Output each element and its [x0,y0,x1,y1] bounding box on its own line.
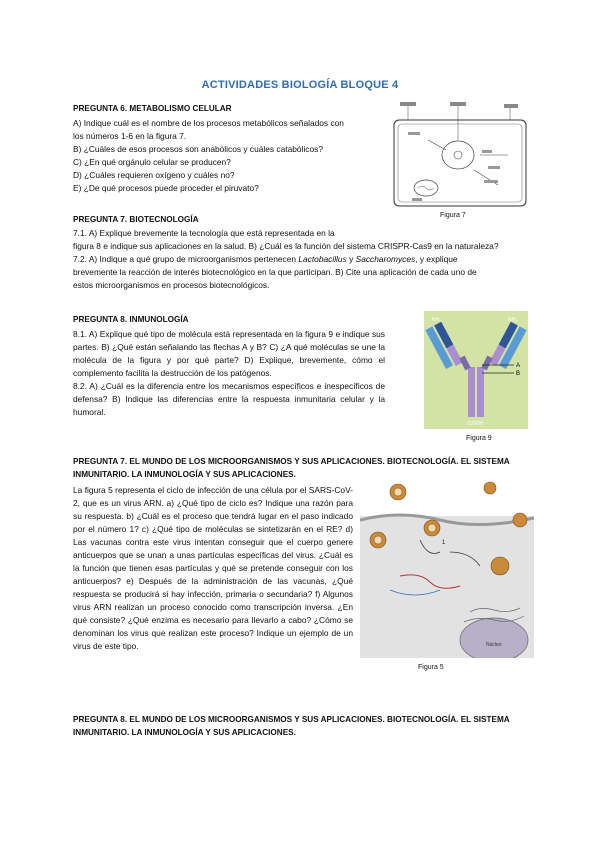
q7-line [73,253,533,266]
q7-text: , y explique [415,254,458,264]
question-7 [73,213,533,292]
question-8-heading: PREGUNTA 8. INMUNOLOGÍA [73,315,189,324]
nucleus-label: Núcleo [486,642,502,648]
question-7b-heading-block [73,455,533,481]
figure-9-antibody [424,311,528,429]
figure-5-caption: Figura 5 [418,664,444,671]
question-7b-heading-line1: PREGUNTA 7. EL MUNDO DE LOS MICROORGANISMOS Y SUS APLICACIONES. BIOTECNOLOGÍA. EL SISTEMA [73,457,510,466]
q7-line: figura 8 e indique sus aplicaciones en la salud. B) ¿Cuál es la función del sistema CRISPR-Cas9 en la naturaleza? [73,241,499,251]
organism-name: Lactobacillus [298,254,347,264]
figure-5-virus-cycle [360,480,534,658]
arrow-b-label: B [516,371,521,377]
q7-line: brevemente la reacción de interés biotecnológico en la que participan. B) Cite una aplicación de cada uno de [73,267,477,277]
figure-7-cell-metabolism [388,100,534,220]
q6-line: B) ¿Cuáles de esos procesos son anabólicos y cuáles catabólicos? [73,144,323,154]
cooh-label: COOH [468,421,483,427]
arrow-a-label: A [516,363,521,369]
q8-part-1: 8.1. A) Explique qué tipo de molécula está representada en la figura 9 e indique sus partes. B) ¿Qué están señalando las flechas A y B? C) ¿A qué moléculas se une la molécula de la figura y por qué parte? D) Explique, brevemente, cómo el complemento facilita la destrucción de los patógenos. [73,329,385,378]
q7-line: estos microorganismos en procesos biotecnológicos. [73,280,270,290]
q6-line: A) Indique cuál es el nombre de los procesos metabólicos señalados con [73,118,344,128]
q6-line: los números 1-6 en la figura 7. [73,131,187,141]
figure-7-caption: Figura 7 [440,212,466,219]
q6-line: D) ¿Cuáles requieren oxígeno y cuáles no? [73,170,235,180]
q7-line: 7.1. A) Explique brevemente la tecnología que está representada en la [73,228,335,238]
q7-text: 7.2. A) Indique a qué grupo de microorganismos pertenecen [73,254,299,264]
question-8b-heading-line2: INMUNITARIO. LA INMUNOLOGÍA Y SUS APLICACIONES. [73,728,296,737]
nh2-label-right: NH₂ [508,317,518,323]
question-8 [73,313,385,419]
question-6 [73,102,381,195]
q6-line: E) ¿De qué procesos puede proceder el piruvato? [73,183,259,193]
nh2-label-left: NH₂ [432,317,442,323]
question-8b-heading-line1: PREGUNTA 8. EL MUNDO DE LOS MICROORGANISMOS Y SUS APLICACIONES. BIOTECNOLOGÍA. EL SISTEMA [73,715,510,724]
step-1-label: 1 [442,540,446,546]
question-7-heading: PREGUNTA 7. BIOTECNOLOGÍA [73,215,199,224]
page-title: ACTIVIDADES BIOLOGÍA BLOQUE 4 [201,79,399,91]
question-7b-text: La figura 5 representa el ciclo de infección de una célula por el SARS-CoV-2, que es un virus ARN. a) ¿Qué tipo de ciclo es? Indique una razón para su respuesta. b) ¿Cuál es el proceso que tendrá lugar en el paso indicado por el número 1? c) ¿Qué tipo de moléculas se sintetizarán en el RE? d) Las vacunas contra este virus intentan conseguir que el cuerpo genere anticuerpos que se unan a unas partículas específicas del virus. ¿Cuál es la función que tienen esas partículas y qué se pretende conseguir con los anticuerpos? e) Después de la administración de las vacunas, ¿Qué respuesta se producirá si hay infección, primaria o secundaria? f) Algunos virus ARN realizan un proceso conocido como transcripción inversa. ¿En qué consiste? ¿Qué enzima es necesario para llevarlo a cabo? ¿Cómo se denominan los virus que realizan este proceso? Indique un ejemplo de un virus de este tipo. [73,485,353,651]
question-7b-heading-line2: INMUNITARIO. LA INMUNOLOGÍA Y SUS APLICACIONES. [73,470,296,479]
organism-name: Saccharomyces [355,254,416,264]
q8-part-2: 8.2. A) ¿Cuál es la diferencia entre los mecanismos específicos e inespecíficos de defensa? B) Indique las diferencias entre la respuesta inmunitaria celular y la humoral. [73,381,385,417]
figure-9-caption: Figura 9 [466,435,492,442]
question-6-heading: PREGUNTA 6. METABOLISMO CELULAR [73,104,232,113]
q7-text: y [346,254,356,264]
question-8b-heading-block [73,713,533,739]
q6-line: C) ¿En qué orgánulo celular se producen? [73,157,231,167]
